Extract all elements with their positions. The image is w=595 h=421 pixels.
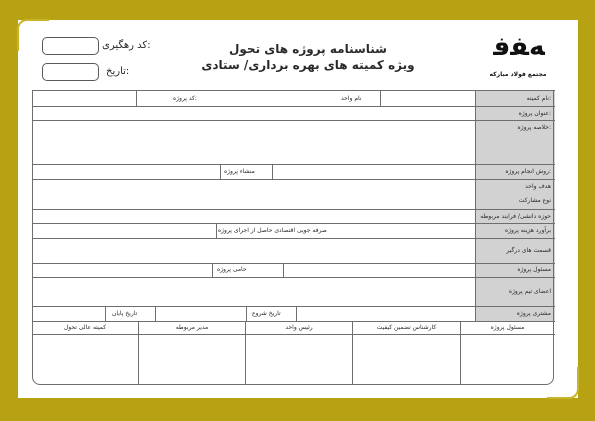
project-client-label: مشتری پروژه: [516, 310, 551, 317]
project-sponsor-label: حامی پروژه: [217, 266, 247, 273]
signature-unit-head: رئیس واحد: [285, 324, 313, 331]
table-outer-border: [32, 90, 554, 385]
cost-estimate-label: برآورد هزینه پروژه: [504, 227, 551, 234]
tracking-code-label: کد رهگیری:: [102, 40, 151, 51]
involved-sections-label: قسمت های درگیر: [506, 247, 551, 254]
economic-saving-label: صرفه جویی اقتصادی حاصل از اجرای پروژه: [218, 227, 327, 234]
signature-project-manager: مسئول پروژه: [490, 324, 525, 331]
project-manager-label: مسئول پروژه: [517, 266, 551, 273]
project-code-label: کد پروژه:: [173, 95, 197, 102]
company-logo: ﻪﻔﻓ: [493, 32, 545, 62]
team-members-label: اعضای تیم پروژه: [508, 288, 551, 295]
tracking-code-field[interactable]: [42, 37, 99, 55]
project-summary-label: خلاصه پروژه:: [517, 124, 551, 131]
participation-type-label: نوع مشارکت: [518, 197, 551, 204]
signature-quality-expert: کارشناس تضمین کیفیت: [376, 324, 437, 331]
related-domain-label: حوزه دانشی/ فرایند مربوطه: [480, 213, 551, 220]
start-date-label: تاریخ شروع: [252, 310, 281, 317]
form-title-line-2: ویژه کمیته های بهره برداری/ ستادی: [201, 58, 415, 72]
execution-method-label: روش انجام پروژه:: [505, 168, 551, 175]
company-name: مجتمع فولاد مبارکه: [489, 71, 547, 78]
project-origin-label: منشاء پروژه: [224, 168, 255, 175]
unit-name-label: نام واحد: [341, 95, 362, 102]
signature-related-director: مدیر مربوطه: [175, 324, 209, 331]
project-title-label: عنوان پروژه:: [518, 110, 551, 117]
form-paper: [18, 20, 578, 398]
signature-transformation-committee: کمیته عالی تحول: [63, 324, 107, 331]
date-field[interactable]: [42, 63, 99, 81]
unit-goal-label: هدف واحد: [525, 183, 551, 190]
committee-name-label: نام کمیته:: [526, 95, 551, 102]
date-label: تاریخ:: [106, 66, 130, 77]
end-date-label: تاریخ پایان: [112, 310, 138, 317]
form-title-line-1: شناسنامه پروژه های تحول: [229, 42, 387, 56]
